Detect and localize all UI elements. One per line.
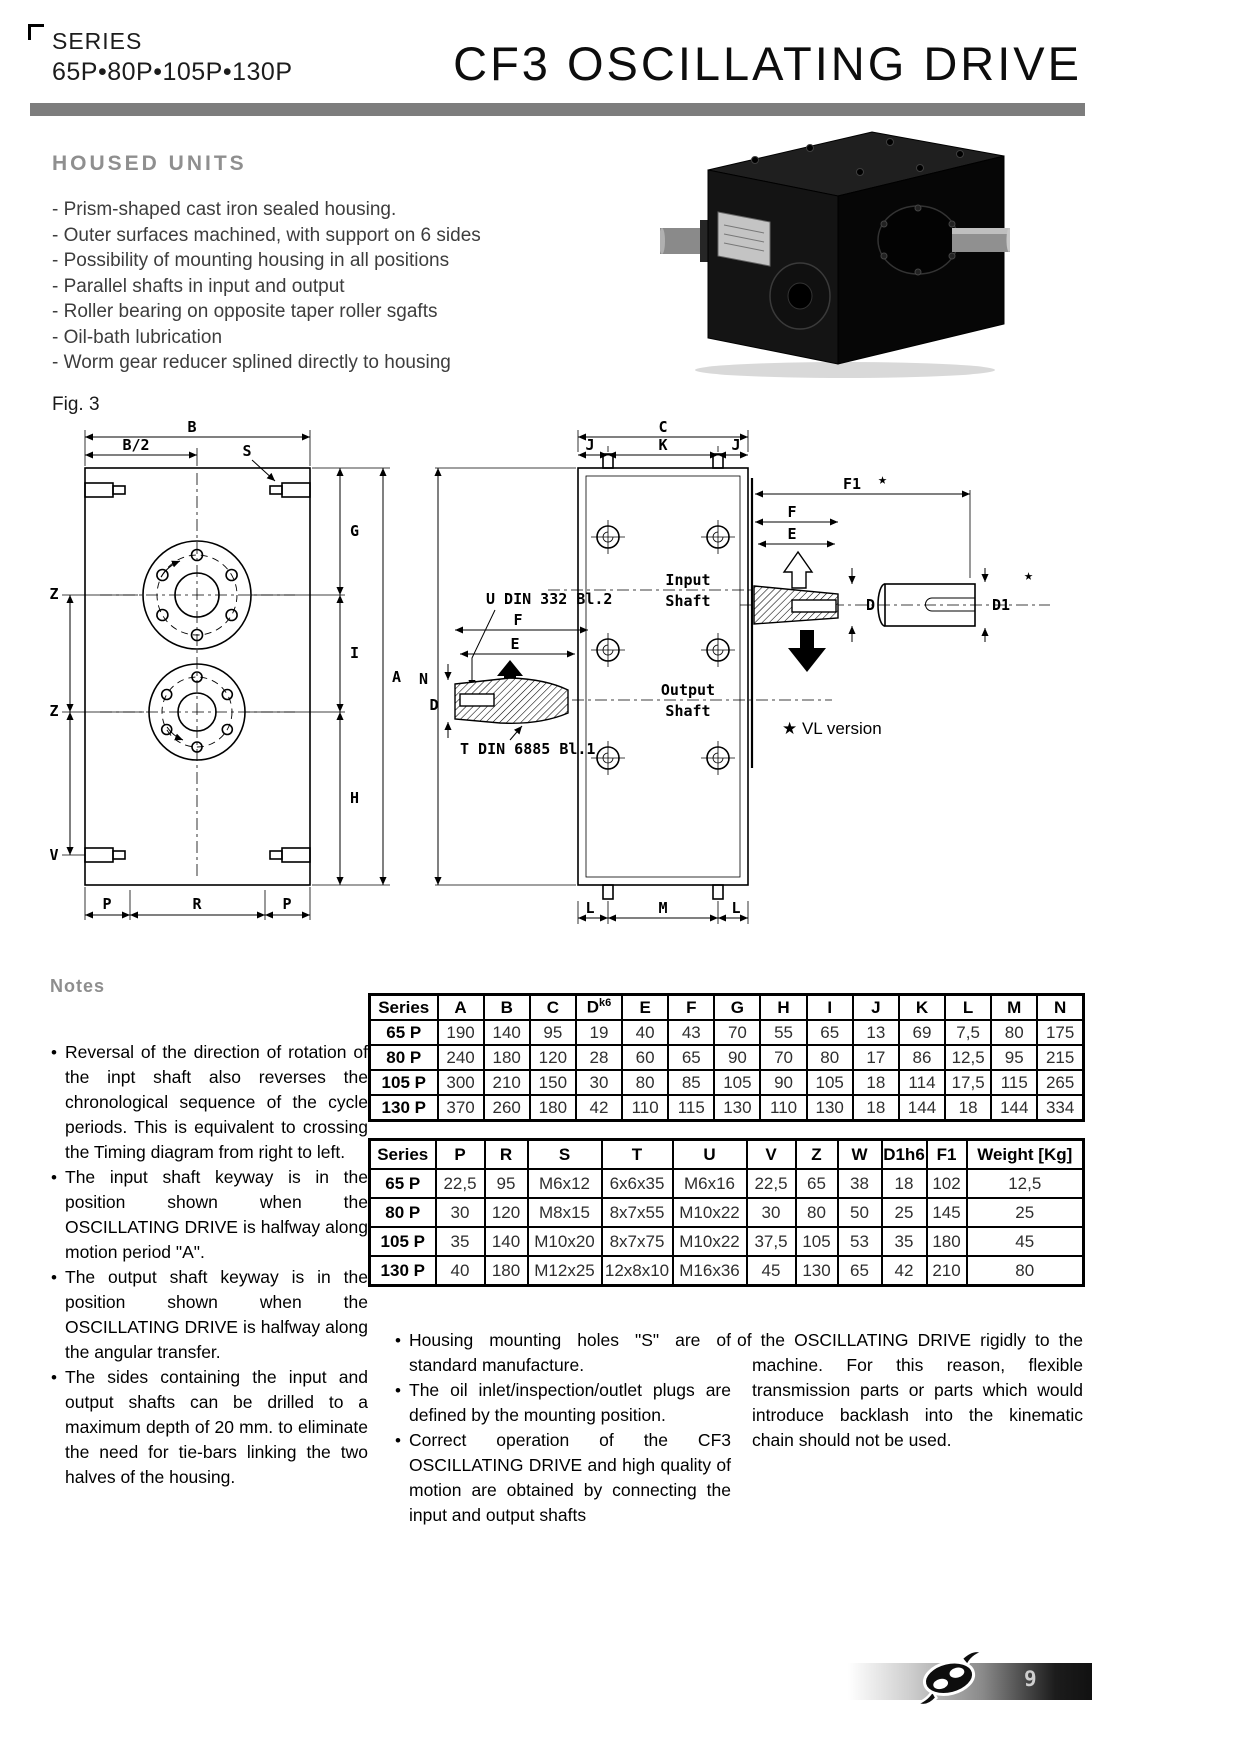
value-cell: 70 [760, 1045, 806, 1070]
note-item: • The sides containing the input and output shafts can be drilled to a maximum depth of 20 mm. to eliminate the need for tie-bars linking the two halves of the housing. [50, 1365, 368, 1490]
housed-units-heading: HOUSED UNITS [52, 152, 247, 175]
feature-item: - Oil-bath lubrication [52, 326, 223, 348]
dim-label-f1: F1 [842, 475, 862, 493]
column-header: U [673, 1140, 747, 1170]
feature-list [52, 197, 672, 376]
value-cell: 18 [853, 1070, 899, 1095]
value-cell: 7,5 [945, 1020, 991, 1045]
value-cell: 35 [436, 1227, 485, 1256]
column-header: V [747, 1140, 796, 1170]
dim-label-e-right: E [787, 525, 797, 543]
value-cell: 55 [760, 1020, 806, 1045]
value-cell: 144 [899, 1095, 945, 1121]
dim-label-s: S [242, 442, 252, 460]
value-cell: 110 [760, 1095, 806, 1121]
note-item: • The oil inlet/inspection/outlet plugs are defined by the mounting position. [394, 1378, 731, 1428]
value-cell: M10x20 [528, 1227, 602, 1256]
column-header: Z [796, 1140, 838, 1170]
value-cell: 80 [807, 1045, 853, 1070]
value-cell: 37,5 [747, 1227, 796, 1256]
note-item: • Reversal of the direction of rotation of the inpt shaft also reverses the chronological sequence of the cycle periods. This is equivalent to crossing the Timing diagram from right to left. [50, 1040, 368, 1165]
dim-label-p-right: P [282, 895, 292, 913]
value-cell: 95 [485, 1169, 528, 1198]
series-cell: 105 P [370, 1070, 438, 1095]
value-cell: 8x7x75 [602, 1227, 673, 1256]
value-cell: 25 [882, 1198, 927, 1227]
value-cell: 40 [622, 1020, 668, 1045]
f1-star: ★ [878, 470, 888, 488]
value-cell: 53 [838, 1227, 882, 1256]
notes-column-3 [737, 1328, 1083, 1453]
note-item: • The output shaft keyway is in the position shown when the OSCILLATING DRIVE is halfway along the angular transfer. [50, 1265, 368, 1365]
value-cell: 50 [838, 1198, 882, 1227]
value-cell: 17,5 [945, 1070, 991, 1095]
column-header: M [991, 995, 1037, 1021]
value-cell: 18 [945, 1095, 991, 1121]
dim-label-v: V [49, 846, 59, 864]
notes-heading: Notes [50, 976, 106, 996]
column-header: Weight [Kg] [967, 1140, 1084, 1170]
value-cell: 260 [484, 1095, 530, 1121]
column-header: I [807, 995, 853, 1021]
value-cell: 140 [484, 1020, 530, 1045]
input-flange [878, 205, 958, 275]
dim-label-l-left: L [585, 899, 595, 917]
value-cell: 18 [882, 1169, 927, 1198]
value-cell: 175 [1037, 1020, 1083, 1045]
column-header: E [622, 995, 668, 1021]
column-header: K [899, 995, 945, 1021]
value-cell: 114 [899, 1070, 945, 1095]
value-cell: 22,5 [747, 1169, 796, 1198]
notes-column-1 [50, 1040, 368, 1490]
page-title: CF3 OSCILLATING DRIVE [453, 37, 1082, 90]
column-header: D1h6 [882, 1140, 927, 1170]
dim-label-j-left: J [585, 436, 595, 454]
value-cell: 130 [796, 1256, 838, 1286]
value-cell: 190 [438, 1020, 484, 1045]
column-header: F1 [927, 1140, 967, 1170]
dimension-table-container [368, 993, 1085, 1122]
dim-label-b: B [187, 418, 197, 436]
value-cell: 80 [622, 1070, 668, 1095]
value-cell: 110 [622, 1095, 668, 1121]
dim-label-d-right: D [866, 596, 876, 614]
value-cell: 370 [438, 1095, 484, 1121]
value-cell: 30 [747, 1198, 796, 1227]
value-cell: M10x22 [673, 1227, 747, 1256]
feature-item: - Roller bearing on opposite taper roller sgafts [52, 301, 438, 322]
series-values: 65P•80P•105P•130P [52, 58, 293, 86]
value-cell: 38 [838, 1169, 882, 1198]
value-cell: 334 [1037, 1095, 1083, 1121]
product-photo [660, 112, 1010, 380]
dim-label-f-mid: F [513, 611, 523, 629]
feature-item: - Prism-shaped cast iron sealed housing. [52, 199, 397, 220]
output-shaft-label2: Shaft [665, 702, 711, 720]
column-header: N [1037, 995, 1083, 1021]
dim-label-d-mid: D [429, 696, 439, 714]
header-row [370, 995, 1084, 1021]
value-cell: 145 [927, 1198, 967, 1227]
series-cell: 130 P [370, 1256, 436, 1286]
value-cell: M16x36 [673, 1256, 747, 1286]
value-cell: 45 [747, 1256, 796, 1286]
value-cell: 180 [485, 1256, 528, 1286]
value-cell: 90 [714, 1045, 760, 1070]
value-cell: 85 [668, 1070, 714, 1095]
column-header: C [530, 995, 576, 1021]
value-cell: 300 [438, 1070, 484, 1095]
output-shaft-label: Output [660, 681, 716, 699]
column-header: S [528, 1140, 602, 1170]
feature-item: - Outer surfaces machined, with support on 6 sides [52, 224, 481, 246]
dim-label-j-right: J [731, 436, 741, 454]
value-cell: 90 [760, 1070, 806, 1095]
dim-label-h: H [350, 789, 360, 807]
note-continuation: of the OSCILLATING DRIVE rigidly to the machine. For this reason, flexible transmission parts or parts which would introduce backlash into the kinematic chain should not be used. [737, 1330, 1083, 1450]
value-cell: 95 [530, 1020, 576, 1045]
table-row [370, 1095, 1084, 1121]
dim-label-k: K [658, 436, 668, 454]
column-header: P [436, 1140, 485, 1170]
photo-shadow [695, 362, 995, 378]
dim-label-p-left: P [102, 895, 112, 913]
figure-label: Fig. 3 [52, 394, 100, 415]
column-header: G [714, 995, 760, 1021]
value-cell: 35 [882, 1227, 927, 1256]
value-cell: 86 [899, 1045, 945, 1070]
table-row [370, 1198, 1084, 1227]
input-shaft-photo [952, 228, 1010, 252]
value-cell: 80 [991, 1020, 1037, 1045]
value-cell: 42 [882, 1256, 927, 1286]
value-cell: 8x7x55 [602, 1198, 673, 1227]
value-cell: 140 [485, 1227, 528, 1256]
value-cell: M6x12 [528, 1169, 602, 1198]
dim-label-z-lower: Z [49, 702, 59, 720]
value-cell: 105 [714, 1070, 760, 1095]
dim-label-a: A [392, 668, 402, 686]
value-cell: M10x22 [673, 1198, 747, 1227]
column-header: B [484, 995, 530, 1021]
value-cell: M8x15 [528, 1198, 602, 1227]
value-cell: 240 [438, 1045, 484, 1070]
value-cell: 180 [927, 1227, 967, 1256]
value-cell: 28 [576, 1045, 622, 1070]
table-row [370, 1070, 1084, 1095]
value-cell: 25 [967, 1198, 1084, 1227]
value-cell: 43 [668, 1020, 714, 1045]
note-item: • The input shaft keyway is in the position shown when the OSCILLATING DRIVE is halfway along motion period "A". [50, 1165, 368, 1265]
feature-item: - Worm gear reducer splined directly to housing [52, 352, 451, 373]
value-cell: 215 [1037, 1045, 1083, 1070]
value-cell: 60 [622, 1045, 668, 1070]
value-cell: 102 [927, 1169, 967, 1198]
series-cell: 80 P [370, 1198, 436, 1227]
value-cell: 105 [807, 1070, 853, 1095]
dim-label-r: R [192, 895, 202, 913]
value-cell: 12,5 [967, 1169, 1084, 1198]
t-din-label: T DIN 6885 Bl.1 [460, 740, 596, 758]
series-label: SERIES [52, 28, 143, 54]
value-cell: 13 [853, 1020, 899, 1045]
series-cell: 130 P [370, 1095, 438, 1121]
value-cell: 144 [991, 1095, 1037, 1121]
nameplate [718, 212, 770, 266]
value-cell: 180 [530, 1095, 576, 1121]
column-header: J [853, 995, 899, 1021]
value-cell: 30 [576, 1070, 622, 1095]
value-cell: 69 [899, 1020, 945, 1045]
dim-label-m: M [658, 899, 668, 917]
value-cell: 95 [991, 1045, 1037, 1070]
value-cell: 18 [853, 1095, 899, 1121]
input-shaft-label2: Shaft [665, 592, 711, 610]
table-row [370, 1256, 1084, 1286]
value-cell: 65 [807, 1020, 853, 1045]
table-row [370, 1020, 1084, 1045]
value-cell: 65 [838, 1256, 882, 1286]
column-header: Series [370, 1140, 436, 1170]
vl-version-note: ★ VL version [782, 719, 882, 738]
value-cell: 19 [576, 1020, 622, 1045]
shaft-detail-view [740, 470, 1050, 768]
dim-label-l-right: L [731, 899, 741, 917]
feature-item: - Parallel shafts in input and output [52, 275, 345, 297]
series-cell: 80 P [370, 1045, 438, 1070]
value-cell: 115 [991, 1070, 1037, 1095]
dim-label-z-upper: Z [49, 585, 59, 603]
column-header: H [760, 995, 806, 1021]
table-row [370, 1045, 1084, 1070]
dim-label-g: G [350, 522, 360, 540]
note-item: • Housing mounting holes "S" are of standard manufacture. [394, 1328, 731, 1378]
value-cell: 6x6x35 [602, 1169, 673, 1198]
value-cell: 17 [853, 1045, 899, 1070]
column-header: F [668, 995, 714, 1021]
detail-table-container [368, 1138, 1085, 1287]
value-cell: 80 [796, 1198, 838, 1227]
value-cell: 115 [668, 1095, 714, 1121]
table-row [370, 1169, 1084, 1198]
input-shaft-label: Input [665, 571, 711, 589]
value-cell: 30 [436, 1198, 485, 1227]
series-cell: 65 P [370, 1020, 438, 1045]
dim-label-f-right: F [787, 503, 797, 521]
value-cell: 65 [668, 1045, 714, 1070]
dim-label-e-mid: E [510, 635, 520, 653]
value-cell: 70 [714, 1020, 760, 1045]
series-cell: 65 P [370, 1169, 436, 1198]
brand-logo-icon [908, 1648, 992, 1706]
detail-table [368, 1138, 1085, 1287]
value-cell: 130 [714, 1095, 760, 1121]
value-cell: 12x8x10 [602, 1256, 673, 1286]
value-cell: 210 [927, 1256, 967, 1286]
dimension-table [368, 993, 1085, 1122]
u-din-label: U DIN 332 Bl.2 [486, 590, 613, 608]
value-cell: 42 [576, 1095, 622, 1121]
value-cell: 150 [530, 1070, 576, 1095]
value-cell: M12x25 [528, 1256, 602, 1286]
value-cell: 80 [967, 1256, 1084, 1286]
value-cell: 22,5 [436, 1169, 485, 1198]
dim-label-d1: D1 [992, 596, 1011, 614]
column-header: L [945, 995, 991, 1021]
column-header: T [602, 1140, 673, 1170]
value-cell: 105 [796, 1227, 838, 1256]
table-row [370, 1227, 1084, 1256]
value-cell: M6x16 [673, 1169, 747, 1198]
header-row [370, 1140, 1084, 1170]
value-cell: 210 [484, 1070, 530, 1095]
dim-label-b-half: B/2 [122, 436, 150, 454]
value-cell: 45 [967, 1227, 1084, 1256]
column-header: $D^{k6}$ [576, 995, 622, 1021]
output-flange [770, 263, 830, 329]
column-header: A [438, 995, 484, 1021]
value-cell: 12,5 [945, 1045, 991, 1070]
d1-star: ★ [1024, 566, 1034, 584]
notes-column-2 [394, 1328, 731, 1528]
crop-mark [28, 24, 44, 40]
dim-label-c: C [658, 418, 668, 436]
value-cell: 180 [484, 1045, 530, 1070]
value-cell: 120 [530, 1045, 576, 1070]
column-header: Series [370, 995, 438, 1021]
dim-label-i: I [350, 644, 360, 662]
value-cell: 65 [796, 1169, 838, 1198]
column-header: R [485, 1140, 528, 1170]
series-cell: 105 P [370, 1227, 436, 1256]
feature-item: - Possibility of mounting housing in all positions [52, 250, 450, 271]
value-cell: 265 [1037, 1070, 1083, 1095]
note-item: • Correct operation of the CF3 OSCILLATING DRIVE and high quality of motion are obtained by connecting the input and output shafts [394, 1428, 731, 1528]
value-cell: 130 [807, 1095, 853, 1121]
column-header: W [838, 1140, 882, 1170]
front-view [49, 418, 401, 920]
dim-label-n: N [418, 670, 428, 688]
page-number: 9 [1024, 1667, 1037, 1691]
value-cell: 120 [485, 1198, 528, 1227]
fig3-drawing [40, 418, 1110, 948]
value-cell: 40 [436, 1256, 485, 1286]
